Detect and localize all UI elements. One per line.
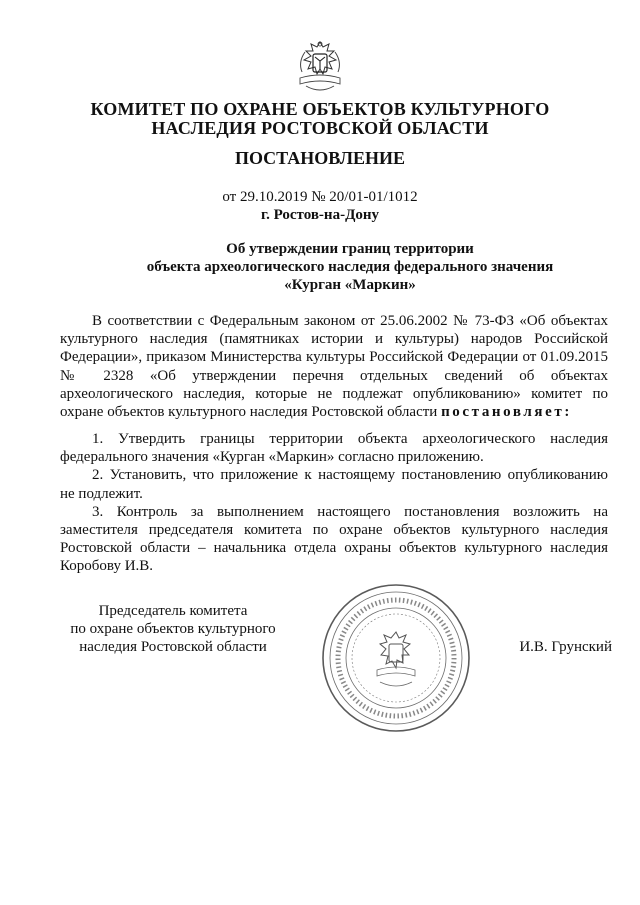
document-subject [100, 240, 600, 294]
official-seal-icon [320, 582, 472, 734]
document-type: ПОСТАНОВЛЕНИЕ [234, 148, 406, 168]
resolution-item-1: 1. Утвердить границы территории объекта археологического наследия федерального значения «Курган «Маркин» согласно приложению. [60, 431, 608, 466]
resolution-items [60, 430, 608, 576]
resolution-item-3: 3. Контроль за выполнением настоящего постановления возложить на заместителя председателя комитета по охране объектов культурного наследия Ростовской области – начальника отдела охраны объектов культурного наследия Коробову И.В. [60, 503, 608, 575]
resolves-word: постановляет: [441, 404, 572, 421]
coat-of-arms-icon [296, 38, 344, 96]
signer-title [60, 602, 286, 656]
resolution-item-2: 2. Установить, что приложение к настоящему постановлению опубликованию не подлежит. [60, 467, 608, 502]
signer-title-line-1: Председатель комитета [98, 603, 248, 619]
signer-name: И.В. Грунский [519, 639, 612, 655]
preamble-text: В соответствии с Федеральным законом от 25.06.2002 № 73-ФЗ «Об объектах культурного наследия (памятниках истории и культуры) народов Российской Федерации», приказом Министерства культуры Российской Федерации от 01.09.2015 № 2328 «Об утверждении перечня отдельных сведений об объектах археологического наследия, которые не подлежат опубликованию» комитет по охране объектов культурного наследия Ростовской области [60, 313, 608, 421]
document-date-number: от 29.10.2019 № 20/01-01/1012 [222, 189, 418, 205]
subject-line-2: объекта археологического наследия федерального значения [146, 259, 554, 275]
document-city: г. Ростов-на-Дону [260, 207, 380, 223]
org-line-1: КОМИТЕТ ПО ОХРАНЕ ОБЪЕКТОВ КУЛЬТУРНОГО [90, 99, 550, 119]
organization-name [60, 100, 580, 138]
signer-title-line-3: наследия Ростовской области [79, 639, 267, 655]
subject-line-3: «Курган «Маркин» [284, 277, 416, 293]
subject-line-1: Об утверждении границ территории [226, 241, 474, 257]
org-line-2: НАСЛЕДИЯ РОСТОВСКОЙ ОБЛАСТИ [151, 118, 489, 138]
signer-title-line-2: по охране объектов культурного [70, 621, 276, 637]
preamble-paragraph [60, 312, 608, 421]
